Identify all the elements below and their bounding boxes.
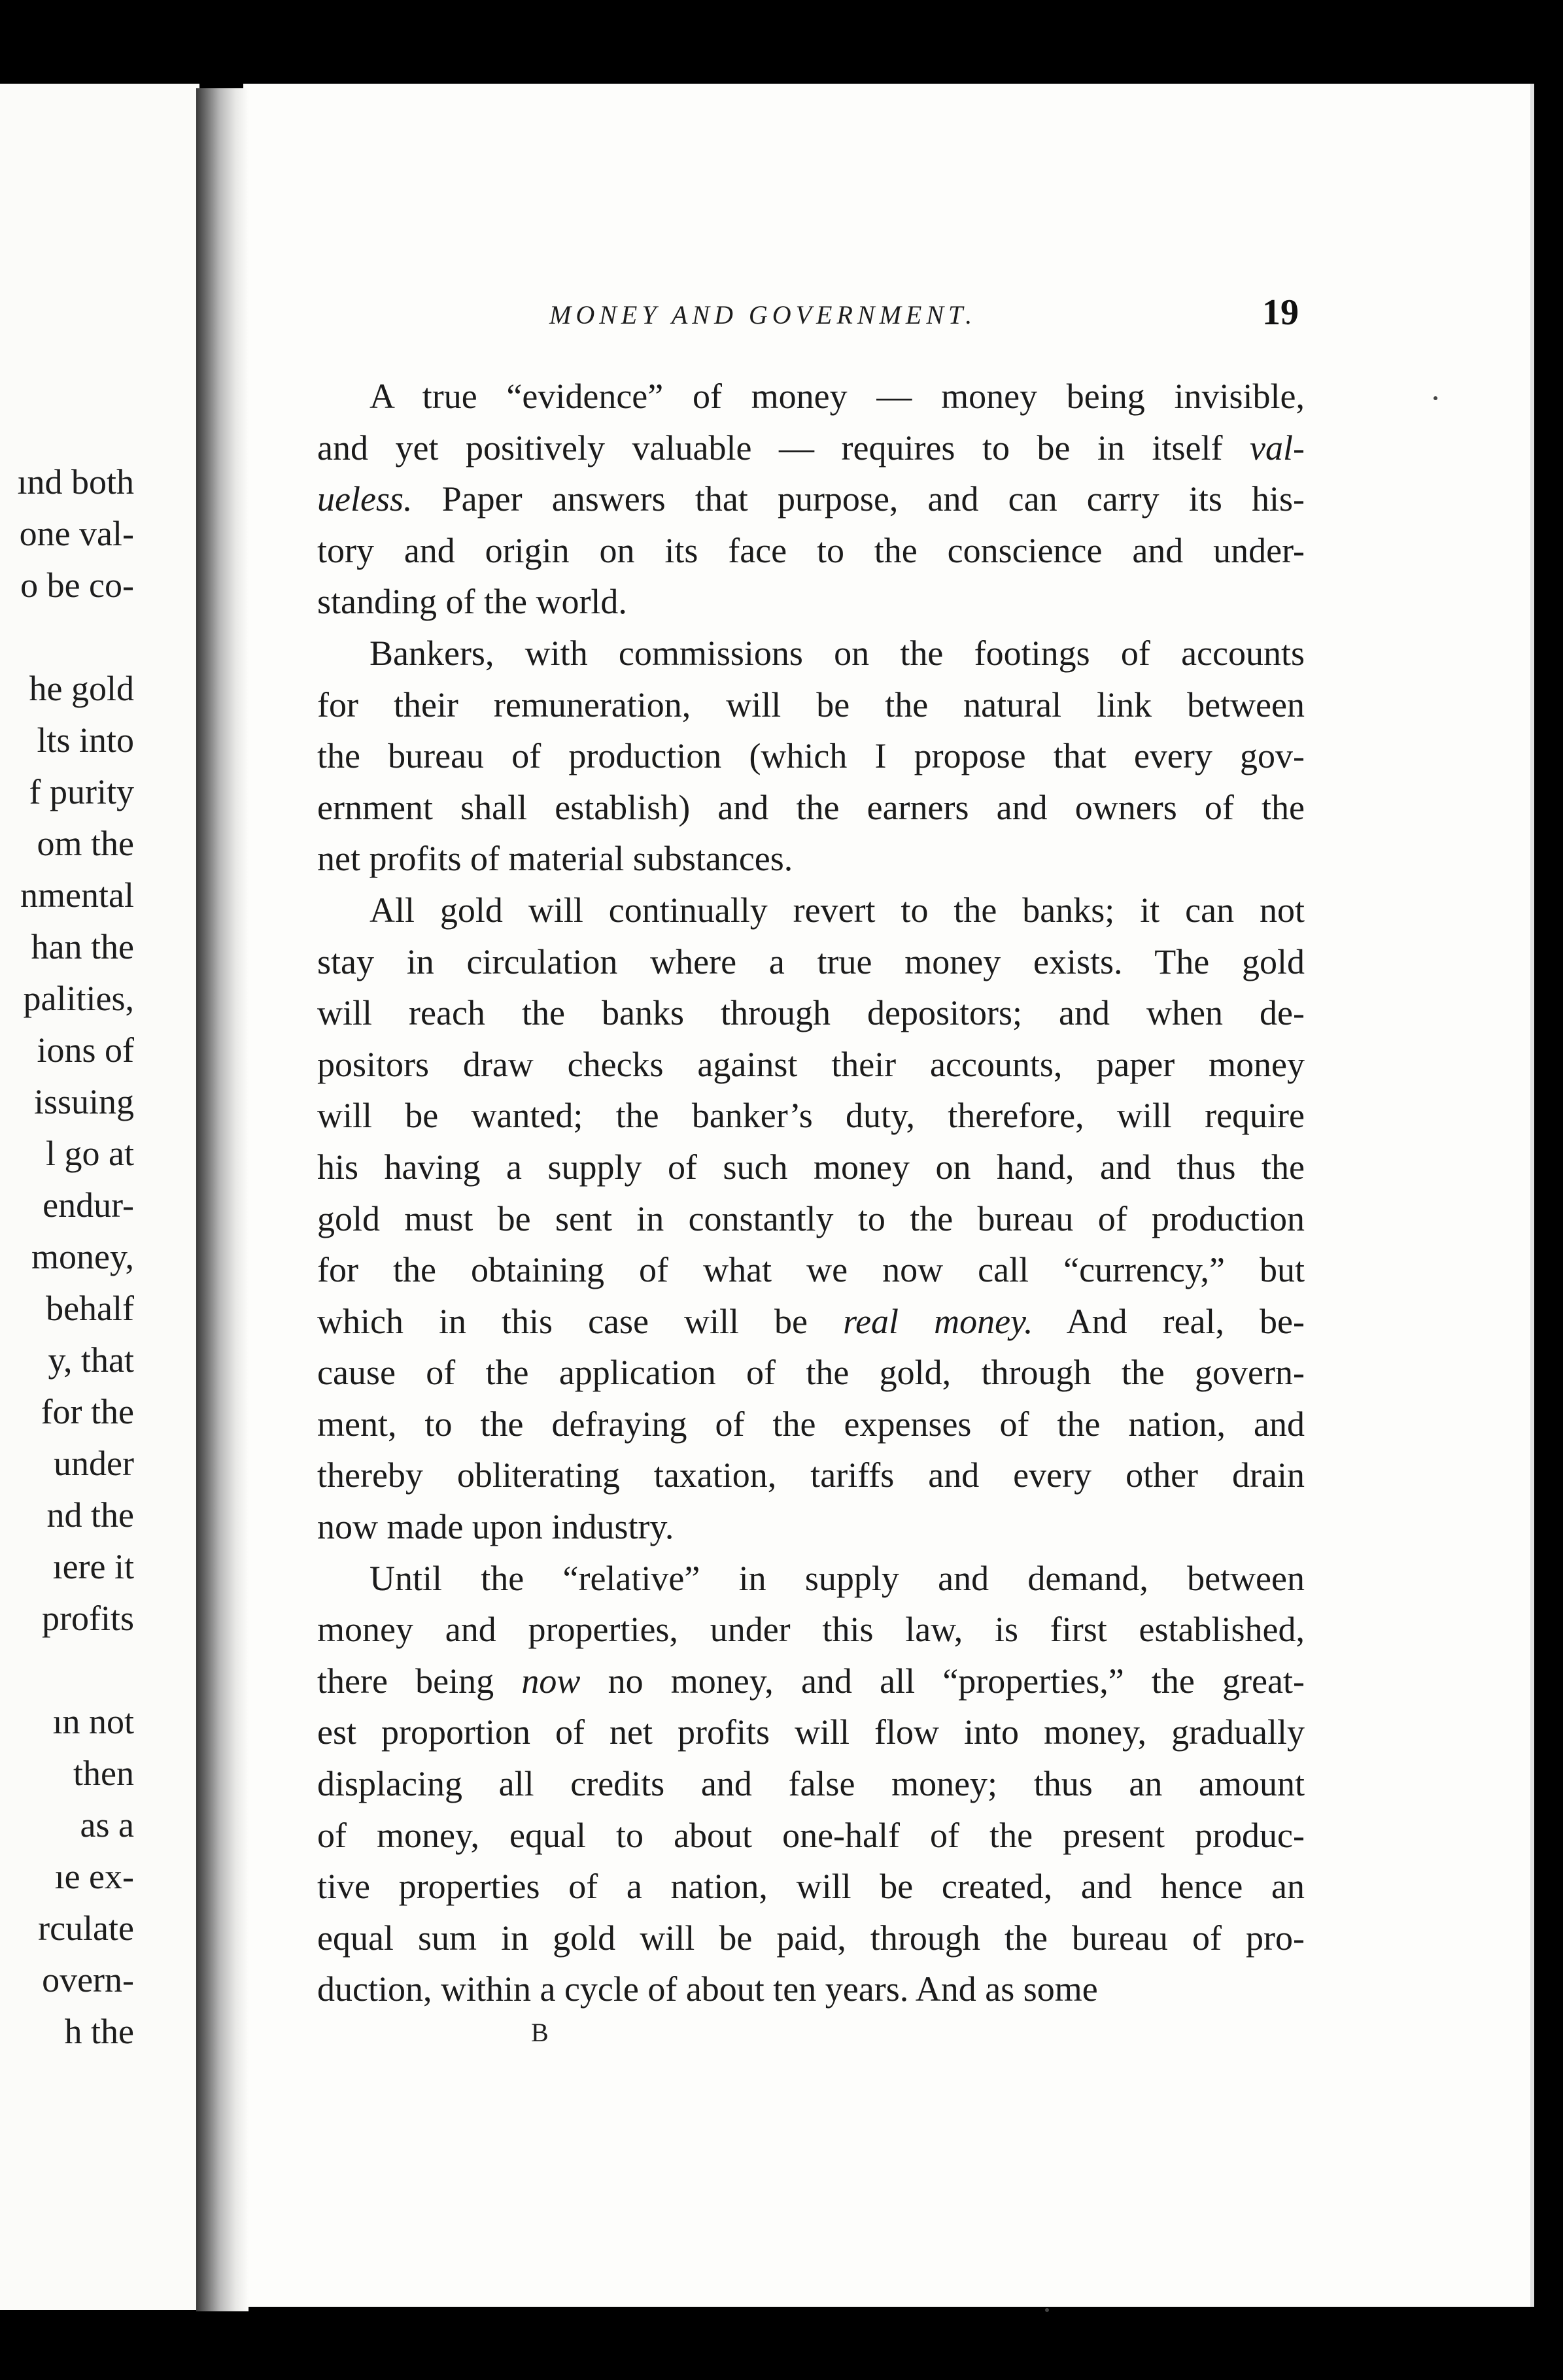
text-line: his having a supply of such money on hand, and thus the — [317, 1147, 1305, 1187]
left-page-line: one val- — [19, 514, 134, 553]
left-page-line: for the — [41, 1392, 134, 1431]
text-line: duction, within a cycle of about ten years. And as some — [317, 1969, 1098, 2009]
left-page-line: palities, — [23, 979, 134, 1018]
text-line: Bankers, with commissions on the footings of accounts — [369, 633, 1305, 673]
page-number: 19 — [1262, 292, 1299, 333]
text-line: now made upon industry. — [317, 1507, 674, 1547]
text-line: will be wanted; the banker’s duty, therefore, will require — [317, 1096, 1305, 1136]
left-page-line: ions of — [37, 1030, 134, 1070]
text-line: for the obtaining of what we now call “currency,” but — [317, 1250, 1305, 1290]
text-line: positors draw checks against their accounts, paper money — [317, 1044, 1305, 1084]
text-line: ment, to the defraying of the expenses of the nation, and — [317, 1404, 1305, 1444]
left-page-line: om the — [37, 824, 134, 863]
left-page-line: y, that — [48, 1340, 134, 1380]
speck — [1045, 2308, 1049, 2312]
left-page-line: nmental — [20, 876, 134, 915]
text-line: which in this case will be real money. And real, be- — [317, 1301, 1305, 1341]
left-page-line: han the — [31, 927, 134, 966]
left-page-line: ın not — [52, 1702, 134, 1741]
book-gutter — [196, 88, 249, 2311]
text-line: net profits of material substances. — [317, 839, 793, 879]
left-page — [0, 84, 199, 2310]
body-text — [317, 371, 1305, 2015]
left-page-line: endur- — [43, 1185, 134, 1225]
left-page-line: rculate — [38, 1909, 134, 1948]
text-line: of money, equal to about one-half of the present produc- — [317, 1815, 1305, 1855]
text-line: Until the “relative” in supply and demand, between — [369, 1558, 1305, 1598]
text-line: will reach the banks through depositors; and when de- — [317, 993, 1305, 1033]
text-line: there being now no money, and all “properties,” the great- — [317, 1661, 1305, 1701]
left-page-line: overn- — [42, 1960, 134, 1999]
left-page-line: behalf — [46, 1289, 134, 1328]
left-page-line: then — [73, 1754, 134, 1793]
left-page-text — [0, 456, 134, 2058]
text-line: stay in circulation where a true money exists. The gold — [317, 942, 1305, 981]
left-page-line: f purity — [29, 772, 134, 811]
left-page-line: ıe ex- — [54, 1857, 134, 1896]
left-page-line: money, — [31, 1237, 134, 1276]
left-page-line — [0, 611, 134, 663]
text-line: cause of the application of the gold, through the govern- — [317, 1353, 1305, 1393]
text-line: standing of the world. — [317, 582, 627, 622]
paragraph — [317, 1553, 1305, 2015]
paragraph — [317, 628, 1305, 885]
text-line: tory and origin on its face to the conscience and under- — [317, 530, 1305, 570]
left-page-line: ıere it — [52, 1547, 134, 1586]
left-page-line: as a — [80, 1805, 134, 1844]
left-page-line: ınd both — [17, 462, 134, 502]
signature-mark: B — [531, 2018, 549, 2047]
text-line: ernment shall establish) and the earners and owners of the — [317, 787, 1305, 827]
text-line: equal sum in gold will be paid, through the bureau of pro- — [317, 1918, 1305, 1958]
text-line: ueless. Paper answers that purpose, and can carry its his- — [317, 479, 1305, 519]
text-line: A true “evidence” of money — money being invisible, — [369, 377, 1305, 416]
text-line: for their remuneration, will be the natural link between — [317, 685, 1305, 724]
running-head: MONEY AND GOVERNMENT. — [549, 300, 977, 330]
text-line: and yet positively valuable — requires to be in itself val- — [317, 428, 1305, 468]
left-page-line: he gold — [29, 669, 134, 708]
text-line: tive properties of a nation, will be created, and hence an — [317, 1867, 1305, 1907]
left-page-line: nd the — [46, 1495, 134, 1535]
text-line: thereby obliterating taxation, tariffs and every other drain — [317, 1455, 1305, 1495]
left-page-line — [0, 1644, 134, 1696]
text-line: displacing all credits and false money; thus an amount — [317, 1764, 1305, 1804]
paragraph — [317, 371, 1305, 628]
text-line: All gold will continually revert to the banks; it can not — [369, 890, 1305, 930]
text-line: gold must be sent in constantly to the bureau of production — [317, 1198, 1305, 1238]
text-line: the bureau of production (which I propose that every gov- — [317, 736, 1305, 776]
left-page-line: issuing — [33, 1082, 134, 1121]
left-page-line: o be co- — [20, 566, 134, 605]
left-page-line: profits — [42, 1599, 134, 1638]
left-page-line: under — [54, 1444, 134, 1483]
text-line: est proportion of net profits will flow into money, gradually — [317, 1712, 1305, 1752]
left-page-line: h the — [64, 2012, 134, 2051]
text-line: money and properties, under this law, is first established, — [317, 1610, 1305, 1650]
speck — [1434, 396, 1437, 400]
paragraph — [317, 885, 1305, 1553]
left-page-line: l go at — [46, 1134, 134, 1173]
left-page-line: lts into — [37, 721, 134, 760]
